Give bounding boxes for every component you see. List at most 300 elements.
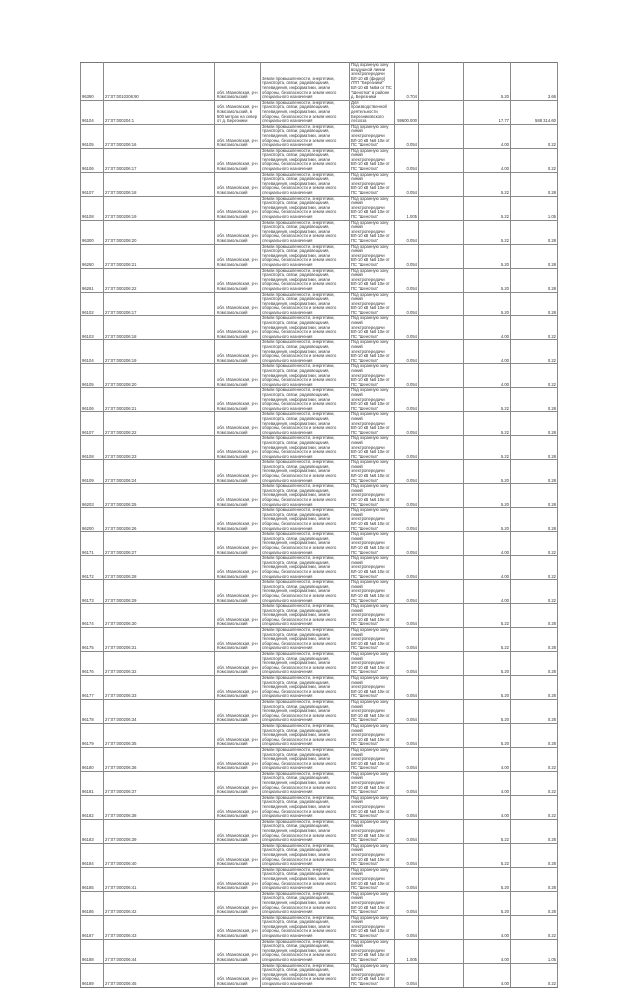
cell-value: 0.28 — [511, 388, 558, 412]
cell-value: 0.28 — [511, 628, 558, 652]
cell-cadastral-number: 27:07:000206:40 — [104, 843, 215, 867]
cell-empty — [419, 436, 464, 460]
cell-cadastral-number: 27:07:000206:36 — [104, 747, 215, 771]
cell-cadastral-number: 27:07:000206:21 — [104, 388, 215, 412]
cell-empty — [419, 580, 464, 604]
cell-value: 0.28 — [511, 604, 558, 628]
cell-cadastral-number: 27:07:000206:22 — [104, 268, 215, 292]
cell-address: обл. Ивановская, р-н Комсомольский — [215, 604, 261, 628]
cell-encumbrance: Под охранную зону линий электропередачи ВЛ-10 кВ №6 10и от ПС "Шенотка" — [350, 460, 395, 484]
cell-encumbrance: Под охранную зону линий электропередачи ВЛ-10 кВ №6 10и от ПС "Шенотка" — [350, 244, 395, 268]
cell-rate: 5.20 — [464, 244, 511, 268]
cell-cadastral-number: 27:07:000206:25 — [104, 484, 215, 508]
cell-id: 96184 — [81, 843, 104, 867]
cell-land-category: Земли промышленности, энергетики, транспорта, связи, радиовещания, телевидения, информатики, земли обороны, безопасности и земли иного специального назначения — [261, 580, 350, 604]
cell-id: 96108 — [81, 196, 104, 220]
cell-address: обл. Ивановская, р-н Комсомольский — [215, 220, 261, 244]
cell-address: обл. Ивановская, р-н Комсомольский — [215, 412, 261, 436]
table-row — [81, 364, 558, 388]
table-row — [81, 628, 558, 652]
cell-id: 96181 — [81, 771, 104, 795]
cell-empty — [419, 292, 464, 316]
cell-area: 0.054 — [395, 412, 419, 436]
cell-encumbrance: Под охранную зону линий электропередачи ВЛ-10 кВ №6 10и от ПС "Шенотка" — [350, 699, 395, 723]
cell-id: 96176 — [81, 652, 104, 676]
cell-land-category: Земли промышленности, энергетики, транспорта, связи, радиовещания, телевидения, информатики, земли обороны, безопасности и земли иного специального назначения — [261, 412, 350, 436]
cell-address: обл. Ивановская, р-н Комсомольский — [215, 484, 261, 508]
cell-empty — [419, 508, 464, 532]
cell-land-category: Земли промышленности, энергетики, транспорта, связи, радиовещания, телевидения, информатики, земли обороны, безопасности и земли иного специального назначения — [261, 556, 350, 580]
cell-id: 96200 — [81, 508, 104, 532]
cell-value: 0.28 — [511, 867, 558, 891]
cell-value: 0.22 — [511, 316, 558, 340]
table-row — [81, 268, 558, 292]
cell-address: обл. Ивановская, р-н Комсомольский — [215, 244, 261, 268]
cell-value: 3.66 — [511, 63, 558, 101]
cell-value: 0.22 — [511, 364, 558, 388]
cell-land-category: Земли промышленности, энергетики, транспорта, связи, радиовещания, телевидения, информатики, земли обороны, безопасности и земли иного специального назначения — [261, 148, 350, 172]
cell-land-category: Земли промышленности, энергетики, транспорта, связи, радиовещания, телевидения, информатики, земли обороны, безопасности и земли иного специального назначения — [261, 939, 350, 963]
cell-land-category: Земли промышленности, энергетики, транспорта, связи, радиовещания, телевидения, информатики, земли обороны, безопасности и земли иного специального назначения — [261, 771, 350, 795]
cell-area: 0.054 — [395, 963, 419, 987]
cell-land-category: Земли промышленности, энергетики, транспорта, связи, радиовещания, телевидения, информатики, земли обороны, безопасности и земли иного специального назначения — [261, 676, 350, 700]
cell-rate: 4.00 — [464, 939, 511, 963]
cell-encumbrance: Под охранную зону линий электропередачи ВЛ-10 кВ №6 10и от ПС "Шенотка" — [350, 484, 395, 508]
cell-rate: 4.00 — [464, 124, 511, 148]
table-row — [81, 676, 558, 700]
cell-empty — [419, 124, 464, 148]
cell-value: 0.22 — [511, 340, 558, 364]
cell-id: 96186 — [81, 891, 104, 915]
cell-rate: 5.20 — [464, 63, 511, 101]
cell-empty — [419, 316, 464, 340]
cell-value: 0.28 — [511, 484, 558, 508]
table-row — [81, 148, 558, 172]
cell-land-category: Земли промышленности, энергетики, транспорта, связи, радиовещания, телевидения, информатики, земли обороны, безопасности и земли иного специального назначения — [261, 747, 350, 771]
cell-area: 0.054 — [395, 676, 419, 700]
cell-empty — [419, 795, 464, 819]
cell-land-category: Земли промышленности, энергетики, транспорта, связи, радиовещания, телевидения, информатики, земли обороны, безопасности и земли иного специального назначения — [261, 436, 350, 460]
table-row — [81, 124, 558, 148]
cell-empty — [419, 484, 464, 508]
cell-empty — [419, 891, 464, 915]
cell-land-category: Земли промышленности, энергетики, транспорта, связи, радиовещания, телевидения, информатики, земли обороны, безопасности и земли иного специального назначения — [261, 460, 350, 484]
cell-empty — [419, 196, 464, 220]
cell-empty — [419, 556, 464, 580]
cell-address: обл. Ивановская, р-н Комсомольский — [215, 508, 261, 532]
cell-cadastral-number: 27:07:000206:16 — [104, 124, 215, 148]
cell-encumbrance: Под охранную зону линий электропередачи ВЛ-10 кВ №6 10и от ПС "Шенотка" — [350, 556, 395, 580]
cell-land-category: Земли промышленности, энергетики, транспорта, связи, радиовещания, телевидения, информатики, земли обороны, безопасности и земли иного специального назначения — [261, 292, 350, 316]
cell-address: обл. Ивановская, р-н Комсомольский — [215, 196, 261, 220]
table-row — [81, 172, 558, 196]
cell-address: обл. Ивановская, р-н Комсомольский — [215, 676, 261, 700]
table-row — [81, 316, 558, 340]
cell-address: обл. Ивановская, р-н Комсомольский — [215, 532, 261, 556]
cell-area: 0.054 — [395, 699, 419, 723]
cell-id: 96106 — [81, 148, 104, 172]
cell-empty — [419, 939, 464, 963]
cell-encumbrance: Под охранную зону линий электропередачи ВЛ-10 кВ №6 10и от ПС "Шенотка" — [350, 268, 395, 292]
cell-land-category: Земли промышленности, энергетики, транспорта, связи, радиовещания, телевидения, информатики, земли обороны, безопасности и земли иного специального назначения — [261, 124, 350, 148]
cell-id: 96104 — [81, 340, 104, 364]
table-row — [81, 436, 558, 460]
cell-empty — [419, 676, 464, 700]
cell-cadastral-number: 27:07:000206:17 — [104, 292, 215, 316]
cell-land-category: Земли промышленности, энергетики, транспорта, связи, радиовещания, телевидения, информатики, земли обороны, безопасности и земли иного специального назначения — [261, 723, 350, 747]
cell-land-category: Земли промышленности, энергетики, транспорта, связи, радиовещания, телевидения, информатики, земли обороны, безопасности и земли иного специального назначения — [261, 316, 350, 340]
cell-empty — [419, 388, 464, 412]
cell-id: 96105 — [81, 364, 104, 388]
cell-rate: 5.22 — [464, 412, 511, 436]
cell-empty — [419, 699, 464, 723]
cell-id: 96108 — [81, 436, 104, 460]
table-row — [81, 723, 558, 747]
cell-land-category: Земли промышленности, энергетики, транспорта, связи, радиовещания, телевидения, информатики, земли обороны, безопасности и земли иного специального назначения — [261, 819, 350, 843]
table-row — [81, 652, 558, 676]
cell-value: 0.28 — [511, 819, 558, 843]
cell-encumbrance: Под охранную зону линий электропередачи ВЛ-10 кВ №6 10и от ПС "Шенотка" — [350, 532, 395, 556]
cell-rate: 5.22 — [464, 388, 511, 412]
cell-id: 96107 — [81, 412, 104, 436]
cell-encumbrance: Под охранную зону линий электропередачи ВЛ-10 кВ №6 10и от ПС "Шенотка" — [350, 676, 395, 700]
cell-area: 0.054 — [395, 244, 419, 268]
cell-cadastral-number: 27:07:000206:33 — [104, 676, 215, 700]
cell-empty — [419, 723, 464, 747]
cell-area: 0.054 — [395, 891, 419, 915]
cell-address: обл. Ивановская, р-н Комсомольский — [215, 915, 261, 939]
cell-land-category: Земли промышленности, энергетики, транспорта, связи, радиовещания, телевидения, информатики, земли обороны, безопасности и земли иного специального назначения — [261, 172, 350, 196]
cell-id: 96261 — [81, 268, 104, 292]
cell-value: 0.22 — [511, 148, 558, 172]
cell-land-category: Земли промышленности, энергетики, транспорта, связи, радиовещания, телевидения, информатики, земли обороны, безопасности и земли иного специального назначения — [261, 699, 350, 723]
cell-value: 0.28 — [511, 723, 558, 747]
cell-address: обл. Ивановская, р-н Комсомольский — [215, 388, 261, 412]
cell-land-category: Земли промышленности, энергетики, транспорта, связи, радиовещания, телевидения, информатики, земли обороны, безопасности и земли иного специального назначения — [261, 843, 350, 867]
cell-land-category: Земли промышленности, энергетики, транспорта, связи, радиовещания, телевидения, информатики, земли обороны, безопасности и земли иного специального назначения — [261, 628, 350, 652]
cell-id: 96171 — [81, 532, 104, 556]
cell-value: 1.05 — [511, 939, 558, 963]
cell-encumbrance: Под охранную зону линий электропередачи ВЛ-10 кВ №6 10и от ПС "Шенотка" — [350, 939, 395, 963]
cell-id: 96106 — [81, 388, 104, 412]
cell-id: 96185 — [81, 867, 104, 891]
cell-empty — [419, 460, 464, 484]
cell-encumbrance: Под охранную зону линий электропередачи ВЛ-10 кВ №6 10и от ПС "Шенотка" — [350, 388, 395, 412]
cell-land-category: Земли промышленности, энергетики, транспорта, связи, радиовещания, телевидения, информатики, земли обороны, безопасности и земли иного специального назначения — [261, 244, 350, 268]
cell-cadastral-number: 27:07:000206:30 — [104, 604, 215, 628]
table-row — [81, 915, 558, 939]
table-row — [81, 292, 558, 316]
table-row — [81, 771, 558, 795]
cell-address: обл. Ивановская, р-н Комсомольский — [215, 580, 261, 604]
cell-area: 0.054 — [395, 771, 419, 795]
cell-cadastral-number: 27:07:000206:43 — [104, 915, 215, 939]
cell-id: 96103 — [81, 316, 104, 340]
cell-cadastral-number: 27:07:000206:26 — [104, 508, 215, 532]
cell-area: 0.054 — [395, 628, 419, 652]
cell-encumbrance: Под охранную зону линий электропередачи ВЛ-10 кВ №6 10и от ПС "Шенотка" — [350, 819, 395, 843]
cell-rate: 4.00 — [464, 556, 511, 580]
cell-cadastral-number: 27:07:000206:18 — [104, 172, 215, 196]
cell-address: обл. Ивановская, р-н Комсомольский — [215, 723, 261, 747]
cell-value: 0.22 — [511, 963, 558, 987]
table-row — [81, 244, 558, 268]
cell-empty — [419, 220, 464, 244]
cell-address: обл. Ивановская, р-н Комсомольский — [215, 63, 261, 101]
cell-land-category: Земли промышленности, энергетики, транспорта, связи, радиовещания, телевидения, информатики, земли обороны, безопасности и земли иного специального назначения — [261, 220, 350, 244]
cell-land-category: Земли промышленности, энергетики, транспорта, связи, радиовещания, телевидения, информатики, земли обороны, безопасности и земли иного специального назначения — [261, 867, 350, 891]
cell-empty — [419, 148, 464, 172]
cell-encumbrance: Под охранную зону линий электропередачи ВЛ-10 кВ №6 10и от ПС "Шенотка" — [350, 172, 395, 196]
cell-encumbrance: Под охранную зону линий электропередачи ВЛ-10 кВ №6 10и от ПС "Шенотка" — [350, 604, 395, 628]
cell-encumbrance: Для производственной деятельности Березниковского лесхоза — [350, 100, 395, 124]
cell-land-category: Земли промышленности, энергетики, транспорта, связи, радиовещания, телевидения, информатики, земли обороны, безопасности и земли иного специального назначения — [261, 484, 350, 508]
cell-address: обл. Ивановская, р-н Комсомольский — [215, 747, 261, 771]
cell-empty — [419, 867, 464, 891]
cell-id: 96188 — [81, 939, 104, 963]
cell-empty — [419, 100, 464, 124]
cell-value: 0.28 — [511, 843, 558, 867]
cell-value: 0.22 — [511, 532, 558, 556]
cell-encumbrance: Под охранную зону линий электропередачи ВЛ-10 кВ №6 10и от ПС "Шенотка" — [350, 771, 395, 795]
table-row — [81, 963, 558, 987]
cell-rate: 4.00 — [464, 340, 511, 364]
cell-address: обл. Ивановская, р-н Комсомольский — [215, 148, 261, 172]
cell-value: 0.28 — [511, 220, 558, 244]
cell-value: 0.28 — [511, 412, 558, 436]
table-row — [81, 867, 558, 891]
cell-address: обл. Ивановская, р-н Комсомольский — [215, 963, 261, 987]
cell-rate: 5.22 — [464, 436, 511, 460]
cell-land-category: Земли промышленности, энергетики, транспорта, связи, радиовещания, телевидения, информатики, земли обороны, безопасности и земли иного специального назначения — [261, 508, 350, 532]
cell-encumbrance: Под охранную зону линий электропередачи ВЛ-10 кВ №6 10и от ПС "Шенотка" — [350, 124, 395, 148]
cell-rate: 5.22 — [464, 843, 511, 867]
cell-rate: 4.00 — [464, 963, 511, 987]
cell-empty — [419, 364, 464, 388]
cell-empty — [419, 628, 464, 652]
cell-land-category: Земли промышленности, энергетики, транспорта, связи, радиовещания, телевидения, информатики, земли обороны, безопасности и земли иного специального назначения — [261, 268, 350, 292]
cell-address: обл. Ивановская, р-н Комсомольский — [215, 436, 261, 460]
cell-land-category: Земли промышленности, энергетики, транспорта, связи, радиовещания, телевидения, информатики, земли обороны, безопасности и земли иного специального назначения — [261, 340, 350, 364]
cell-value: 0.28 — [511, 652, 558, 676]
cell-address: обл. Ивановская, р-н Комсомольский — [215, 652, 261, 676]
cell-encumbrance: Под охранную зону линий электропередачи ВЛ-10 кВ №6 10и от ПС "Шенотка" — [350, 867, 395, 891]
cell-rate: 4.00 — [464, 364, 511, 388]
cell-rate: 5.22 — [464, 172, 511, 196]
table-row — [81, 508, 558, 532]
cell-area: 0.054 — [395, 819, 419, 843]
cell-land-category: Земли промышленности, энергетики, транспорта, связи, радиовещания, телевидения, информатики, земли обороны, безопасности и земли иного специального назначения — [261, 604, 350, 628]
table-row — [81, 604, 558, 628]
cell-encumbrance: Под охранную зону линий электропередачи ВЛ-10 кВ №6 10и от ПС "Шенотка" — [350, 628, 395, 652]
cell-address: обл. Ивановская, р-н Комсомольский — [215, 172, 261, 196]
cell-area: 59600.000 — [395, 100, 419, 124]
cell-rate: 5.22 — [464, 604, 511, 628]
cell-cadastral-number: 27:07:000206:45 — [104, 963, 215, 987]
cell-land-category: Земли промышленности, энергетики, транспорта, связи, радиовещания, телевидения, информатики, земли обороны, безопасности и земли иного специального назначения — [261, 795, 350, 819]
cell-address: обл. Ивановская, р-н Комсомольский — [215, 556, 261, 580]
cell-rate: 5.20 — [464, 891, 511, 915]
cell-empty — [419, 412, 464, 436]
cell-empty — [419, 915, 464, 939]
cell-area: 0.054 — [395, 723, 419, 747]
table-row — [81, 532, 558, 556]
cell-address: обл. Ивановская, р-н Комсомольский — [215, 268, 261, 292]
cell-land-category: Земли промышленности, энергетики, транспорта, связи, радиовещания, телевидения, информатики, земли обороны, безопасности и земли иного специального назначения — [261, 532, 350, 556]
table-row — [81, 580, 558, 604]
cell-rate: 5.20 — [464, 508, 511, 532]
cell-value: 0.28 — [511, 268, 558, 292]
cell-encumbrance: Под охранную зону линий электропередачи ВЛ-10 кВ №6 10и от ПС "Шенотка" — [350, 148, 395, 172]
cell-encumbrance: Под охранную зону линий электропередачи ВЛ-10 кВ №6 10и от ПС "Шенотка" — [350, 340, 395, 364]
cell-area: 0.704 — [395, 63, 419, 101]
cell-area: 0.054 — [395, 484, 419, 508]
table-row — [81, 388, 558, 412]
cell-cadastral-number: 27:07:000206:32 — [104, 652, 215, 676]
cell-address: обл. Ивановская, р-н Комсомольский — [215, 340, 261, 364]
table-row — [81, 63, 558, 101]
cell-area: 1.005 — [395, 196, 419, 220]
cell-area: 0.054 — [395, 316, 419, 340]
cell-id: 96177 — [81, 676, 104, 700]
cell-id: 96178 — [81, 699, 104, 723]
table-row — [81, 340, 558, 364]
cell-rate: 5.20 — [464, 652, 511, 676]
cell-empty — [419, 604, 464, 628]
cell-id: 96107 — [81, 172, 104, 196]
cell-value: 0.22 — [511, 580, 558, 604]
cell-encumbrance: Под охранную зону линий электропередачи ВЛ-10 кВ №6 10и от ПС "Шенотка" — [350, 963, 395, 987]
cell-empty — [419, 843, 464, 867]
cell-id: 96105 — [81, 124, 104, 148]
cell-cadastral-number: 27:07:0010206:90 — [104, 63, 215, 101]
cell-cadastral-number: 27:07:000206:37 — [104, 771, 215, 795]
cell-rate: 5.20 — [464, 268, 511, 292]
cell-empty — [419, 63, 464, 101]
cell-cadastral-number: 27:07:000206:21 — [104, 244, 215, 268]
cell-encumbrance: Под охранную зону линий электропередачи ВЛ-10 кВ №6 10и от ПС "Шенотка" — [350, 364, 395, 388]
cell-encumbrance: Под охранную зону линий электропередачи ВЛ-10 кВ №6 10и от ПС "Шенотка" — [350, 508, 395, 532]
cell-cadastral-number: 27:07:000206:23 — [104, 436, 215, 460]
cell-value: 0.22 — [511, 795, 558, 819]
cell-id: 96173 — [81, 580, 104, 604]
cell-encumbrance: Под охранную зону линий электропередачи ВЛ-10 кВ №6 10и от ПС "Шенотка" — [350, 915, 395, 939]
table-row — [81, 100, 558, 124]
cell-rate: 4.00 — [464, 532, 511, 556]
cell-id: 96260 — [81, 244, 104, 268]
table-row — [81, 556, 558, 580]
cell-land-category: Земли промышленности, энергетики, транспорта, связи, радиовещания, телевидения, информатики, земли обороны, безопасности и земли иного специального назначения — [261, 891, 350, 915]
cell-address: обл. Ивановская, р-н Комсомольский — [215, 316, 261, 340]
cell-empty — [419, 652, 464, 676]
cell-rate: 4.00 — [464, 316, 511, 340]
cell-area: 0.054 — [395, 220, 419, 244]
table-row — [81, 795, 558, 819]
cell-cadastral-number: 27:07:000206:41 — [104, 867, 215, 891]
cell-id: 96189 — [81, 963, 104, 987]
table-row — [81, 939, 558, 963]
cell-encumbrance: Под охранную зону воздушной линии электропередачи ВЛ-10 кВ (фидер) ЛТП "Березники" ВЛ-10 кВ №6м от ПС "Шенотка" в районе д. Березники — [350, 63, 395, 101]
table-row — [81, 891, 558, 915]
cell-encumbrance: Под охранную зону линий электропередачи ВЛ-10 кВ №6 10и от ПС "Шенотка" — [350, 316, 395, 340]
cell-land-category: Земли промышленности, энергетики, транспорта, связи, радиовещания, телевидения, информатики, земли обороны, безопасности и земли иного специального назначения — [261, 915, 350, 939]
cell-area: 0.054 — [395, 172, 419, 196]
cell-cadastral-number: 27:07:000206:27 — [104, 532, 215, 556]
cell-address: обл. Ивановская, р-н Комсомольский — [215, 628, 261, 652]
cell-area: 0.054 — [395, 460, 419, 484]
cell-value: 0.28 — [511, 676, 558, 700]
cell-empty — [419, 268, 464, 292]
table-row — [81, 484, 558, 508]
cell-area: 0.054 — [395, 532, 419, 556]
cell-address: обл. Ивановская, р-н Комсомольский — [215, 819, 261, 843]
table-row — [81, 460, 558, 484]
cell-rate: 5.20 — [464, 699, 511, 723]
cell-empty — [419, 819, 464, 843]
cell-encumbrance: Под охранную зону линий электропередачи ВЛ-10 кВ №6 10и от ПС "Шенотка" — [350, 843, 395, 867]
cell-land-category: Земли промышленности, энергетики, транспорта, связи, радиовещания, телевидения, информатики, земли обороны, безопасности и земли иного специального назначения — [261, 963, 350, 987]
cell-area: 0.054 — [395, 148, 419, 172]
cell-area: 0.054 — [395, 604, 419, 628]
cell-value: 0.22 — [511, 556, 558, 580]
cell-value: 0.22 — [511, 747, 558, 771]
cell-id: 96175 — [81, 628, 104, 652]
cell-rate: 4.00 — [464, 580, 511, 604]
cell-address: обл. Ивановская, р-н Комсомольский — [215, 124, 261, 148]
cell-area: 0.054 — [395, 340, 419, 364]
cell-id: 96104 — [81, 100, 104, 124]
cell-area: 0.054 — [395, 556, 419, 580]
cell-area: 0.054 — [395, 867, 419, 891]
cell-value: 0.28 — [511, 292, 558, 316]
table-row — [81, 819, 558, 843]
cell-area: 0.054 — [395, 795, 419, 819]
cell-address: обл. Ивановская, р-н Комсомольский — [215, 795, 261, 819]
cell-address: обл. Ивановская, р-н Комсомольский — [215, 364, 261, 388]
cell-land-category: Земли промышленности, энергетики, транспорта, связи, радиовещания, телевидения, информатики, земли обороны, безопасности и земли иного специального назначения — [261, 364, 350, 388]
cell-rate: 17.77 — [464, 100, 511, 124]
cell-value: 588 314.60 — [511, 100, 558, 124]
cell-id: 96172 — [81, 556, 104, 580]
cell-empty — [419, 963, 464, 987]
cell-value: 1.05 — [511, 196, 558, 220]
cell-empty — [419, 747, 464, 771]
cell-cadastral-number: 27:07:000206:38 — [104, 795, 215, 819]
cell-cadastral-number: 27:07:000206:20 — [104, 364, 215, 388]
cell-address: обл. Ивановская, р-н Комсомольский — [215, 699, 261, 723]
cell-land-category: Земли промышленности, энергетики, транспорта, связи, радиовещания, телевидения, информатики, земли обороны, безопасности и земли иного специального назначения — [261, 652, 350, 676]
cell-id: 96183 — [81, 819, 104, 843]
cell-address: обл. Ивановская, р-н Комсомольский — [215, 939, 261, 963]
table-row — [81, 220, 558, 244]
cell-area: 0.054 — [395, 124, 419, 148]
cell-empty — [419, 172, 464, 196]
cell-area: 0.054 — [395, 292, 419, 316]
cell-cadastral-number: 27:07:000206:18 — [104, 316, 215, 340]
cell-value: 0.28 — [511, 699, 558, 723]
table-row — [81, 196, 558, 220]
cell-encumbrance: Под охранную зону линий электропередачи ВЛ-10 кВ №6 10и от ПС "Шенотка" — [350, 436, 395, 460]
cell-rate: 5.22 — [464, 220, 511, 244]
cell-address: обл. Ивановская, р-н Комсомольский, в 500 метрах на север от д. Березники — [215, 100, 261, 124]
cell-rate: 5.22 — [464, 196, 511, 220]
cell-encumbrance: Под охранную зону линий электропередачи ВЛ-10 кВ №6 10и от ПС "Шенотка" — [350, 747, 395, 771]
cell-empty — [419, 532, 464, 556]
cell-rate: 5.20 — [464, 460, 511, 484]
cell-address: обл. Ивановская, р-н Комсомольский — [215, 891, 261, 915]
cell-area: 0.054 — [395, 388, 419, 412]
cell-area: 0.054 — [395, 652, 419, 676]
